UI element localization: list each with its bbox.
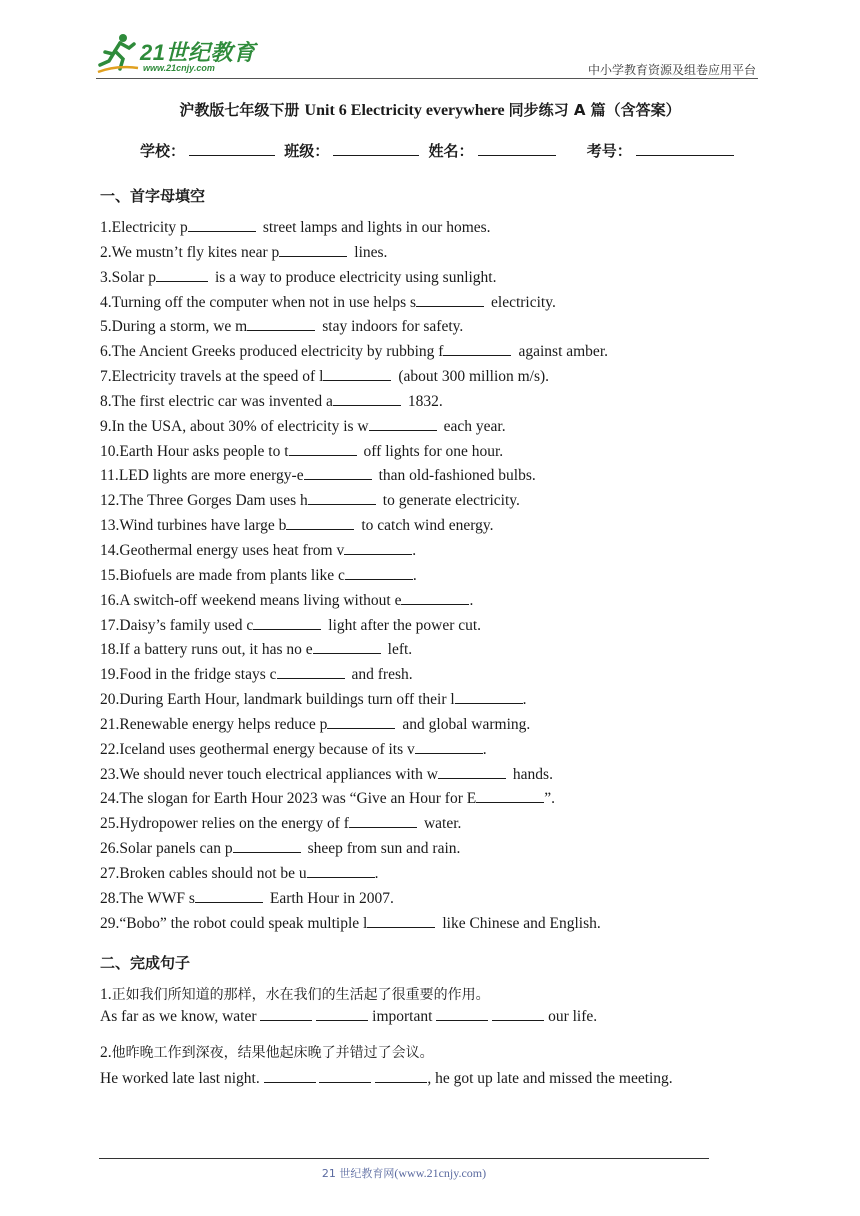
answer-blank[interactable] — [277, 664, 345, 679]
question-text-end: (about 300 million m/s). — [398, 368, 550, 386]
name-field[interactable] — [429, 140, 556, 161]
page-header — [0, 0, 860, 90]
question-number: 6. — [100, 343, 112, 361]
question-text: Daisy’s family used c — [119, 616, 254, 634]
question-item — [100, 564, 780, 589]
question-item — [100, 365, 780, 390]
answer-blank[interactable] — [289, 441, 357, 456]
question-text: If a battery runs out, it has no e — [119, 641, 313, 659]
answer-blank[interactable] — [345, 565, 413, 580]
question-text-end: . — [412, 566, 417, 584]
sentence-2-part-a: He worked late last night. — [100, 1070, 260, 1087]
question-text-end: Earth Hour in 2007. — [269, 889, 394, 907]
question-text: Solar panels can p — [119, 840, 233, 858]
question-item — [100, 241, 780, 266]
question-item — [100, 738, 780, 763]
sentence-2-blank[interactable] — [319, 1068, 371, 1083]
question-text-end: . — [469, 591, 474, 609]
sentence-1-chinese — [100, 984, 490, 1004]
question-text-end: to generate electricity. — [382, 492, 520, 510]
answer-blank[interactable] — [233, 838, 301, 853]
question-number: 27. — [100, 864, 120, 882]
question-text: Biofuels are made from plants like c — [119, 566, 345, 584]
sentence-1-part-b: important — [372, 1008, 433, 1025]
question-item — [100, 787, 780, 812]
school-blank[interactable] — [189, 141, 275, 156]
question-text: The slogan for Earth Hour 2023 was “Give an Hour for E — [119, 790, 477, 808]
question-text: Turning off the computer when not in use helps s — [111, 293, 417, 311]
question-item — [100, 266, 780, 291]
question-number: 15. — [100, 566, 120, 584]
question-text-end: lines. — [354, 243, 388, 261]
sentence-1-part-a: As far as we know, water — [100, 1008, 257, 1025]
worksheet-title — [0, 99, 860, 120]
question-text-end: street lamps and lights in our homes. — [262, 219, 491, 236]
question-item — [100, 614, 780, 639]
runner-logo-icon — [96, 32, 140, 76]
question-item — [100, 291, 780, 316]
answer-blank[interactable] — [195, 888, 263, 903]
question-text-end: and global warming. — [402, 715, 531, 733]
sentence-2-chinese — [100, 1042, 434, 1062]
sentence-1-number: 1. — [100, 986, 112, 1003]
logo-url: www.21cnjy.com — [143, 63, 215, 73]
question-text: The first electric car was invented a — [111, 392, 333, 410]
question-number: 9. — [100, 417, 112, 435]
question-item — [100, 837, 780, 862]
question-number: 26. — [100, 840, 120, 858]
answer-blank[interactable] — [367, 913, 435, 928]
answer-blank[interactable] — [416, 292, 484, 307]
answer-blank[interactable] — [253, 615, 321, 630]
question-text: In the USA, about 30% of electricity is w — [111, 417, 369, 435]
question-text: Solar p — [111, 268, 156, 286]
question-text-end: 1832. — [407, 392, 443, 410]
class-blank[interactable] — [333, 141, 419, 156]
question-text: Hydropower relies on the energy of f — [119, 815, 349, 833]
question-item — [100, 763, 780, 788]
sentence-2-blank[interactable] — [375, 1068, 427, 1083]
school-field[interactable] — [140, 140, 275, 161]
question-text-end: off lights for one hour. — [363, 442, 504, 460]
logo — [96, 32, 266, 78]
question-number: 19. — [100, 666, 120, 684]
sentence-1-blank[interactable] — [260, 1006, 312, 1021]
platform-label: 中小学教育资源及组卷应用平台 — [587, 63, 756, 77]
answer-blank[interactable] — [247, 316, 315, 331]
question-text: Iceland uses geothermal energy because of its v — [119, 740, 415, 758]
question-item — [100, 440, 780, 465]
question-text: During Earth Hour, landmark buildings turn off their l — [119, 691, 455, 709]
question-number: 22. — [100, 740, 120, 758]
answer-blank[interactable] — [279, 242, 347, 257]
question-text: Broken cables should not be u — [119, 864, 307, 882]
question-text: Earth Hour asks people to t — [119, 442, 289, 460]
answer-blank[interactable] — [313, 639, 381, 654]
question-item — [100, 216, 780, 241]
question-number: 8. — [100, 392, 112, 410]
exam-no-label: 考号： — [586, 142, 632, 160]
question-text: We mustn’t fly kites near p — [111, 243, 280, 261]
answer-blank[interactable] — [455, 689, 523, 704]
answer-blank[interactable] — [443, 341, 511, 356]
question-number: 14. — [100, 541, 120, 559]
question-text-end: water. — [423, 815, 462, 833]
header-divider — [96, 78, 758, 79]
question-text-end: than old-fashioned bulbs. — [378, 467, 536, 485]
answer-blank[interactable] — [327, 714, 395, 729]
answer-blank[interactable] — [438, 764, 506, 779]
question-number: 23. — [100, 765, 120, 783]
question-item — [100, 415, 780, 440]
name-label: 姓名： — [428, 142, 474, 160]
section-2-heading: 二、完成句子 — [100, 954, 191, 972]
question-text-end: light after the power cut. — [328, 616, 482, 634]
question-item — [100, 663, 780, 688]
footer — [0, 1165, 808, 1181]
answer-blank[interactable] — [349, 813, 417, 828]
question-text-end: hands. — [512, 765, 553, 783]
sentence-1-blank[interactable] — [492, 1006, 544, 1021]
footer-divider — [99, 1158, 709, 1159]
question-text-end: each year. — [443, 417, 506, 435]
question-item — [100, 638, 780, 663]
question-number: 24. — [100, 790, 120, 808]
question-number: 16. — [100, 591, 120, 609]
sentence-2-blank[interactable] — [264, 1068, 316, 1083]
question-number: 7. — [100, 368, 112, 386]
question-number: 29. — [100, 914, 120, 932]
school-label: 学校： — [140, 142, 186, 160]
name-blank[interactable] — [478, 141, 556, 156]
exam-no-field[interactable] — [587, 140, 734, 161]
question-text: Food in the fridge stays c — [119, 666, 277, 684]
title-prefix: 沪教版七年级下册 — [179, 101, 305, 119]
question-text: During a storm, we m — [111, 318, 248, 336]
question-text-end: to catch wind energy. — [361, 517, 494, 535]
question-number: 18. — [100, 641, 120, 659]
question-item — [100, 390, 780, 415]
student-info-row — [140, 140, 738, 161]
question-text: The Ancient Greeks produced electricity by rubbing f — [111, 343, 444, 361]
sentence-1-blank[interactable] — [436, 1006, 488, 1021]
question-text-end: electricity. — [491, 293, 556, 311]
question-item — [100, 489, 780, 514]
class-field[interactable] — [284, 140, 419, 161]
question-item — [100, 862, 780, 887]
section-1-heading: 一、首字母填空 — [100, 187, 206, 205]
question-number: 12. — [100, 492, 120, 510]
answer-blank[interactable] — [286, 515, 354, 530]
question-list — [100, 216, 780, 936]
question-number: 5. — [100, 318, 112, 336]
question-text-end: stay indoors for safety. — [322, 318, 464, 336]
question-number: 20. — [100, 691, 120, 709]
question-text: We should never touch electrical appliances with w — [119, 765, 438, 783]
answer-blank[interactable] — [344, 540, 412, 555]
logo-text: 21世纪教育 — [140, 40, 256, 65]
footer-site-name: 21 世纪教育网 — [321, 1167, 395, 1180]
question-number: 10. — [100, 442, 120, 460]
answer-blank[interactable] — [308, 490, 376, 505]
answer-blank[interactable] — [369, 416, 437, 431]
question-item — [100, 340, 780, 365]
question-item — [100, 464, 780, 489]
answer-blank[interactable] — [304, 465, 372, 480]
question-item — [100, 589, 780, 614]
question-number: 17. — [100, 616, 120, 634]
question-text-end: sheep from sun and rain. — [307, 840, 461, 858]
question-text-end: . — [412, 541, 417, 559]
footer-url[interactable]: (www.21cnjy.com) — [394, 1166, 487, 1180]
question-text: Electricity p — [111, 219, 188, 236]
sentence-1-english — [100, 1006, 597, 1026]
question-number: 4. — [100, 293, 112, 311]
question-number: 1. — [100, 219, 112, 236]
question-text-end: . — [482, 740, 487, 758]
question-item — [100, 912, 780, 937]
question-text-end: . — [522, 691, 527, 709]
sentence-2-part-b: , he got up late and missed the meeting. — [427, 1070, 673, 1087]
question-text: The Three Gorges Dam uses h — [119, 492, 308, 510]
question-number: 25. — [100, 815, 120, 833]
question-text: Wind turbines have large b — [119, 517, 287, 535]
question-number: 3. — [100, 268, 112, 286]
question-text: The WWF s — [119, 889, 195, 907]
question-text-end: against amber. — [518, 343, 608, 361]
question-item — [100, 539, 780, 564]
question-text: A switch-off weekend means living without e — [119, 591, 402, 609]
question-text-end: and fresh. — [351, 666, 413, 684]
exam-no-blank[interactable] — [636, 141, 734, 156]
sentence-2-prompt: 他昨晚工作到深夜，结果他起床晚了并错过了会议。 — [111, 1045, 434, 1061]
question-text: Renewable energy helps reduce p — [119, 715, 328, 733]
question-number: 2. — [100, 243, 112, 261]
question-item — [100, 713, 780, 738]
answer-blank[interactable] — [307, 863, 375, 878]
question-text-end: is a way to produce electricity using sunlight. — [214, 268, 497, 286]
answer-blank[interactable] — [415, 739, 483, 754]
question-text: LED lights are more energy-e — [118, 467, 304, 485]
question-number: 21. — [100, 715, 120, 733]
question-item — [100, 887, 780, 912]
question-text: Electricity travels at the speed of l — [111, 368, 324, 386]
title-unit: Unit 6 Electricity everywhere — [304, 102, 509, 119]
question-item — [100, 514, 780, 539]
answer-blank[interactable] — [476, 788, 544, 803]
answer-blank[interactable] — [401, 590, 469, 605]
question-item — [100, 315, 780, 340]
question-number: 11. — [100, 467, 119, 485]
sentence-1-part-c: our life. — [548, 1008, 598, 1025]
question-item — [100, 688, 780, 713]
question-item — [100, 812, 780, 837]
answer-blank[interactable] — [188, 217, 256, 232]
answer-blank[interactable] — [156, 267, 208, 282]
question-number: 28. — [100, 889, 120, 907]
sentence-1-blank[interactable] — [316, 1006, 368, 1021]
question-text-end: . — [374, 864, 379, 882]
sentence-2-english — [100, 1068, 673, 1088]
title-suffix: 同步练习 A 篇（含答案） — [508, 101, 681, 119]
class-label: 班级： — [284, 142, 330, 160]
question-text-end: left. — [387, 641, 413, 659]
question-text: Geothermal energy uses heat from v — [119, 541, 345, 559]
sentence-1-prompt: 正如我们所知道的那样，水在我们的生活起了很重要的作用。 — [111, 987, 490, 1003]
question-text-end: like Chinese and English. — [442, 914, 601, 932]
question-text: “Bobo” the robot could speak multiple l — [119, 914, 368, 932]
answer-blank[interactable] — [323, 366, 391, 381]
answer-blank[interactable] — [333, 391, 401, 406]
question-number: 13. — [100, 517, 120, 535]
sentence-2-number: 2. — [100, 1044, 112, 1061]
question-text-end: ”. — [544, 790, 555, 808]
